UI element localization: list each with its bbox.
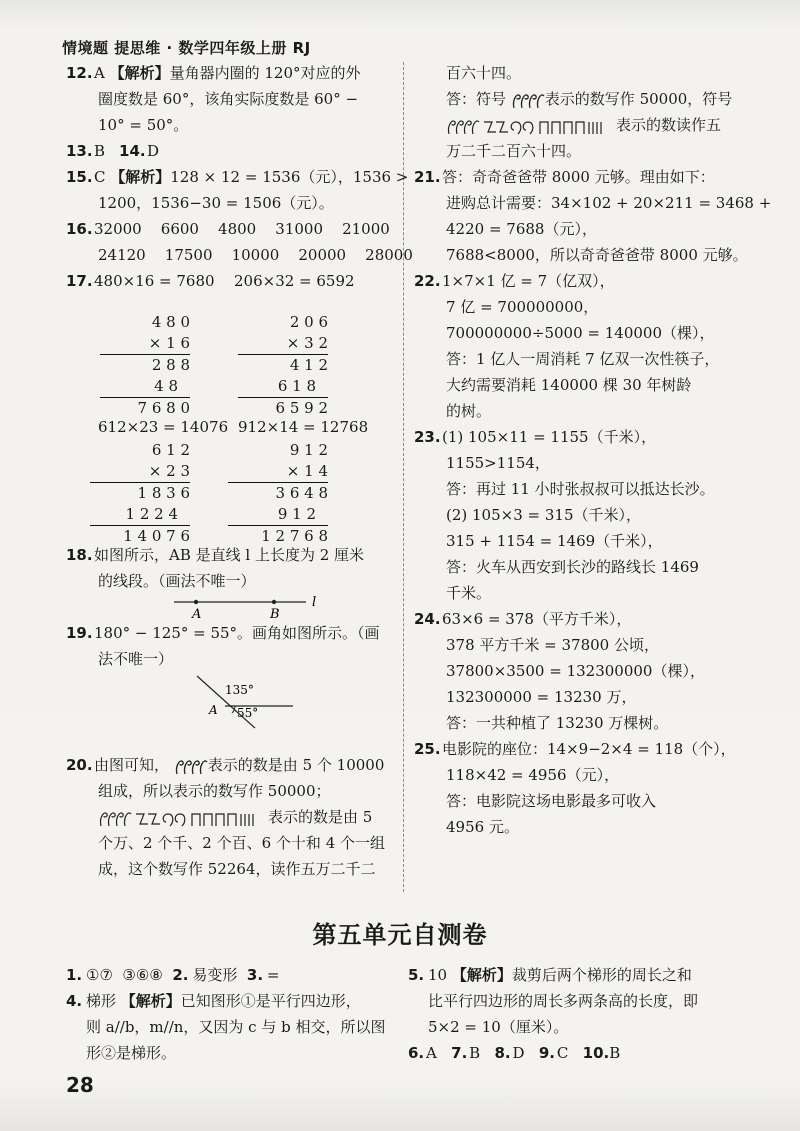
q25: 25.电影院的座位：14×9−2×4 = 118（个）， <box>414 740 736 758</box>
q17-line2: 612×23 = 14076 912×14 = 12768 <box>98 418 369 436</box>
right-column: 百六十四。 答：符号 表示的数写作 50000，符号 表示的数读作五 万二千二百六十四。 21.答：奇奇爸爸带 8000 元够。理由如下： 进购总计需要：34×102 + 20×211 = 3468 + 4220 = 7688（元）， 7688<8000，所以奇奇爸爸带 8000 元够。 22.1×7×1 亿 = 7（亿双）， 7 亿 = 700000000， 700000000÷5000 = 140000（棵）， 答：1 亿人一周消耗 7 亿双一次性筷子， 大约需要消耗 140000 棵 30 年树龄 的树。 23.(1) 105×11 = 1155（千米）， 1155>1154， 答：再过 11 小时张叔叔可以抵达长沙。 (2) 105×3 = 315（千米）， 315 + 1154 = 1469（千米）， 答：火车从西安到长沙的路线长 1469 千米。 24.63×6 = 378（平方千米）， 378 平方千米 = 37800 公顷， 37800×3500 = 132300000（棵）， 132300000 = 13230 万， 答：一共种植了 13230 万棵树。 25.电影院的座位：14×9−2×4 = 118（个）， 118×42 = 4956（元）， 答：电影院这场电影最多可收入 4956 元。 <box>414 64 772 836</box>
q19-text: 19.180° − 125° = 55°。画角如图所示。（画 法不唯一） <box>66 624 380 668</box>
line-l-label: l <box>312 595 317 610</box>
bottom-right: 5. 10 【解析】裁剪后两个梯形的周长之和 比平行四边形的周长多两条高的长度，即 5×2 = 10（厘米）。 6. A 7. B 8. D 9. C 10.B <box>408 962 738 1066</box>
q15-line2: 1200，1536−30 = 1506（元）。 <box>98 194 334 212</box>
angle-55-label: 55° <box>237 706 259 720</box>
q17-line1: 17.480×16 = 7680 206×32 = 6592 <box>66 272 355 290</box>
running-header: 情境题 提思维 · 数学四年级上册 RJ <box>62 39 311 57</box>
q21: 21.答：奇奇爸爸带 8000 元够。理由如下： <box>414 168 715 186</box>
page-number: 28 <box>66 1073 94 1097</box>
egyptian-numeral-52264-2 <box>446 116 616 136</box>
q20-text: 20.由图可知， 表示的数是由 5 个 10000 组成，所以表示的数写作 50000； 表示的数是由 5 个万、2 个千、2 个百、6 个十和 4 个一组 成，这个数写作 52264，读作五万二千二 <box>66 756 386 878</box>
q16-line2: 24120 17500 10000 20000 28000 <box>98 246 413 264</box>
egyptian-numeral-52264 <box>98 808 268 828</box>
left-column-lower: 18.如图所示，AB 是直线 l 上长度为 2 厘米 的线段。（画法不唯一） <box>66 546 365 590</box>
calc-612x23: 6 1 2 × 2 3 1 8 3 6 1 2 2 4 1 4 0 7 6 <box>90 440 190 547</box>
calc-480x16: 4 8 0 × 1 6 2 8 8 4 8 7 6 8 0 <box>100 312 190 419</box>
q23: 23.(1) 105×11 = 1155（千米）， <box>414 428 657 446</box>
q12-line3: 10° = 50°。 <box>98 116 189 134</box>
left-column <box>66 60 413 294</box>
point-b-label: B <box>270 607 280 622</box>
q13-q14: 13.B 14.D <box>66 142 160 160</box>
q15-line1: 15.C 【解析】128 × 12 = 1536（元），1536 > <box>66 168 409 186</box>
bottom-left: 1. ①⑦ ③⑥⑧ 2. 易变形 3. = 4. 梯形 【解析】已知图形①是平行四边形， 则 a//b，m//n，又因为 c 与 b 相交，所以图 形②是梯形。 <box>66 966 386 1062</box>
q22: 22.1×7×1 亿 = 7（亿双）， <box>414 272 615 290</box>
angle-figure <box>195 672 305 732</box>
q24: 24.63×6 = 378（平方千米）， <box>414 610 632 628</box>
q6-q10: 6. A 7. B 8. D 9. C 10.B <box>408 1044 621 1062</box>
point-a-label: A <box>192 607 202 622</box>
angle-135-label: 135° <box>225 683 254 697</box>
column-divider <box>403 62 404 892</box>
q12-line1: 12.A 【解析】量角器内圈的 120°对应的外 <box>66 64 361 82</box>
calc-206x32: 2 0 6 × 3 2 4 1 2 6 1 8 6 5 9 2 <box>238 312 328 419</box>
egyptian-ten-thousand-symbol <box>174 756 208 776</box>
section-title: 第五单元自测卷 <box>312 921 488 949</box>
calc-912x14: 9 1 2 × 1 4 3 6 4 8 9 1 2 1 2 7 6 8 <box>228 440 328 547</box>
vertex-a-label: A <box>209 703 218 717</box>
egyptian-ten-thousand-symbol-2 <box>511 90 545 110</box>
q16-line1: 16.32000 6600 4800 31000 21000 <box>66 220 390 238</box>
q12-line2: 圈度数是 60°，该角实际度数是 60° − <box>98 90 359 108</box>
